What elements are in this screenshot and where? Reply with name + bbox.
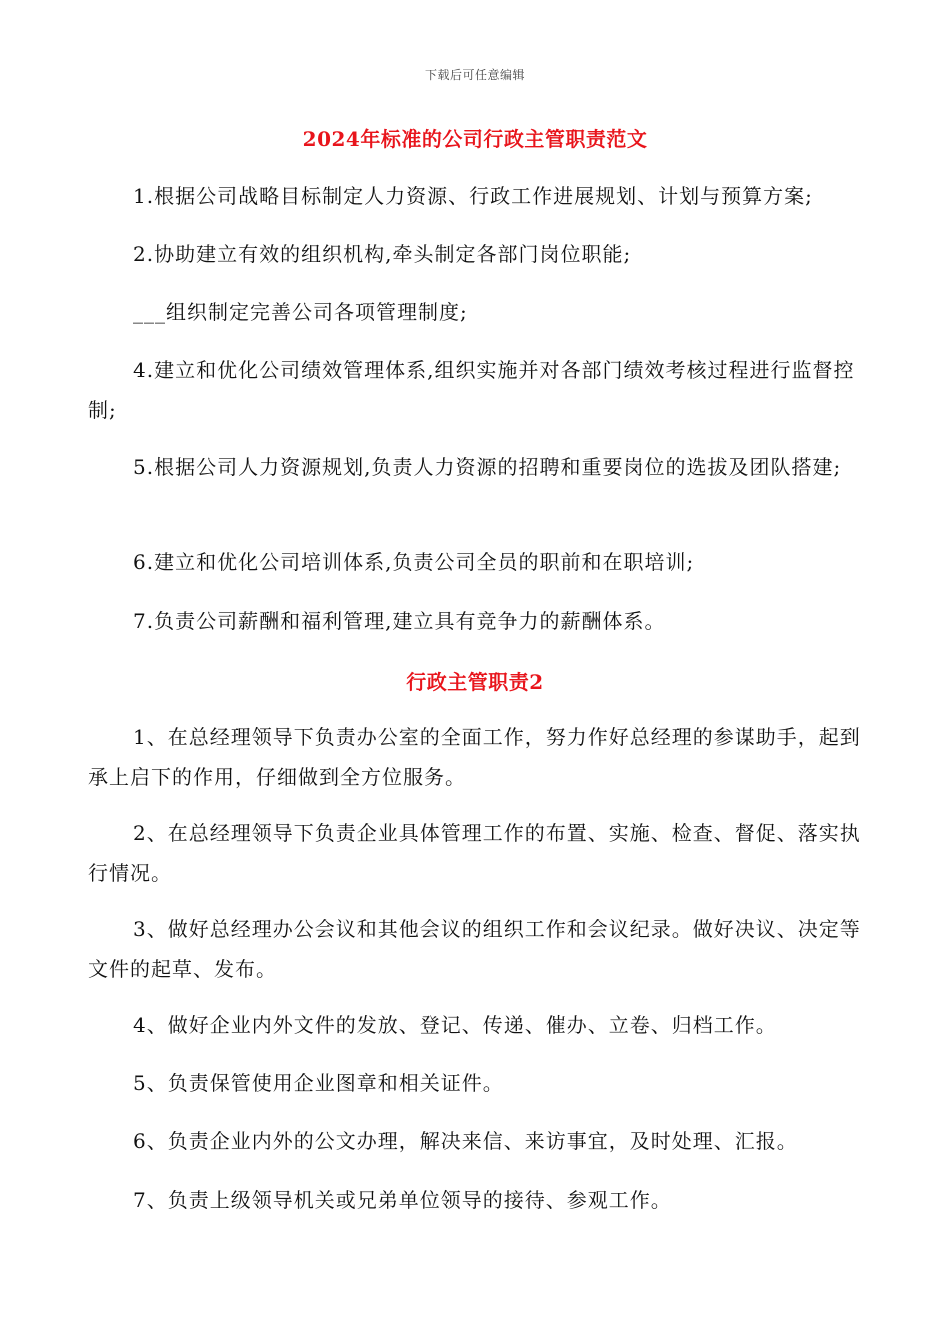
document-title: 2024年标准的公司行政主管职责范文	[302, 127, 648, 151]
section1-item-5: 5.根据公司人力资源规划,负责人力资源的招聘和重要岗位的选拔及团队搭建;	[133, 455, 842, 479]
section2-item-1: 1、在总经理领导下负责办公室的全面工作，努力作好总经理的参谋助手，起到承上启下的作用，仔细做到全方位服务。	[88, 725, 861, 789]
section1-item-7: 7.负责公司薪酬和福利管理,建立具有竞争力的薪酬体系。	[133, 609, 666, 633]
section2-title: 行政主管职责2	[406, 670, 544, 694]
section2-item-4: 4、做好企业内外文件的发放、登记、传递、催办、立卷、归档工作。	[133, 1013, 777, 1037]
section2-item-2: 2、在总经理领导下负责企业具体管理工作的布置、实施、检查、督促、落实执行情况。	[88, 821, 861, 885]
section1-item-3: ___组织制定完善公司各项管理制度;	[133, 300, 468, 324]
section1-item-4: 4.建立和优化公司绩效管理体系,组织实施并对各部门绩效考核过程进行监督控制;	[88, 358, 855, 422]
section1-item-2: 2.协助建立有效的组织机构,牵头制定各部门岗位职能;	[133, 242, 632, 266]
section2-item-5: 5、负责保管使用企业图章和相关证件。	[133, 1071, 504, 1095]
section2-item-6: 6、负责企业内外的公文办理，解决来信、来访事宜，及时处理、汇报。	[133, 1129, 798, 1153]
section2-item-3: 3、做好总经理办公会议和其他会议的组织工作和会议纪录。做好决议、决定等文件的起草、发布。	[88, 917, 861, 981]
section1-item-1: 1.根据公司战略目标制定人力资源、行政工作进展规划、计划与预算方案;	[133, 184, 813, 208]
section1-item-6: 6.建立和优化公司培训体系,负责公司全员的职前和在职培训;	[133, 550, 695, 574]
section2-item-7: 7、负责上级领导机关或兄弟单位领导的接待、参观工作。	[133, 1188, 672, 1212]
header-note: 下载后可任意编辑	[424, 68, 525, 82]
